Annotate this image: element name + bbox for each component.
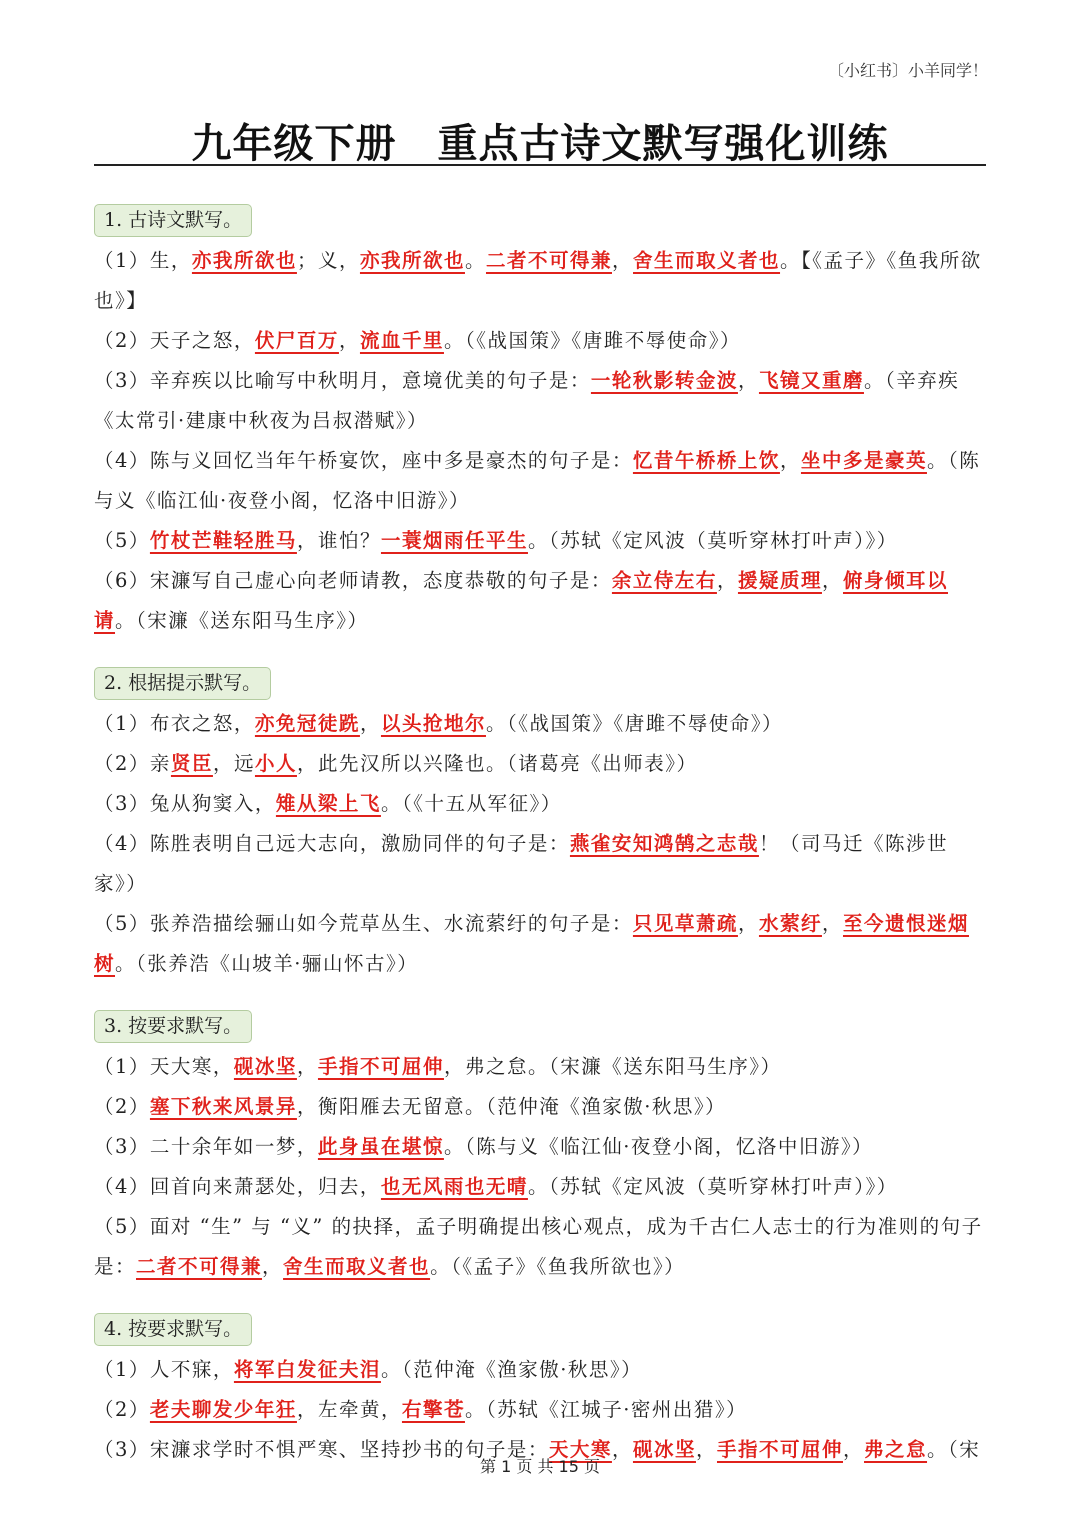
prompt-text: ， [296,1055,318,1078]
prompt-text: ， [779,449,801,472]
prompt-text: ，左牵黄， [296,1398,402,1421]
answer-text: 二者不可得兼 [136,1255,263,1278]
answer-text: 小人 [254,752,297,775]
prompt-text: （3）二十余年如一梦， [94,1135,318,1158]
answer-text: 砚冰坚 [632,1438,696,1461]
prompt-text: ，谁怕？ [296,529,381,552]
exercise-item [94,1087,988,1127]
prompt-text: （1）布衣之怒， [94,712,255,735]
exercise-section [94,1309,988,1470]
exercise-item [94,1207,988,1287]
prompt-text: ；义， [296,249,360,272]
answer-text: 手指不可屈伸 [317,1055,444,1078]
answer-text: 将军白发征夫泪 [233,1358,381,1381]
prompt-text: 。（《战国策》《唐雎不辱使命》） [443,329,741,352]
exercise-item [94,561,988,641]
prompt-text: ， [821,912,843,935]
exercise-item [94,824,988,904]
answer-text: 至今遗恨迷烟树 [94,912,969,975]
answer-text: 弗之怠 [864,1438,928,1461]
exercise-item [94,441,988,521]
answer-text: 流血千里 [359,329,444,352]
prompt-text: （2） [94,1095,150,1118]
answer-text: 雉从梁上飞 [275,792,381,815]
answer-text: 舍生而取义者也 [283,1255,431,1278]
exercise-item [94,1350,988,1390]
exercise-item [94,521,988,561]
prompt-text: 。（范仲淹《渔家傲·秋思》） [380,1358,643,1381]
prompt-text: ， [716,569,738,592]
prompt-text: ， [262,1255,284,1278]
section-heading: 2. 根据提示默写。 [94,667,271,700]
watermark-text: 〔小红书〕小羊同学！ [827,61,988,80]
exercise-item [94,904,988,984]
prompt-text: ， [821,569,843,592]
exercise-item [94,1127,988,1167]
prompt-text: （2） [94,1398,150,1421]
exercise-section [94,200,988,641]
prompt-text: ， [737,912,759,935]
prompt-text: ， [695,1438,717,1461]
answer-text: 水萦纡 [758,912,822,935]
prompt-text: （5） [94,529,150,552]
exercise-item [94,1047,988,1087]
answer-text: 砚冰坚 [233,1055,297,1078]
prompt-text: 。 [464,249,486,272]
prompt-text: 。（宋 [927,1438,981,1461]
answer-text: 贤臣 [170,752,213,775]
answer-text: 一蓑烟雨任平生 [380,529,528,552]
answer-text: 燕雀安知鸿鹄之志哉 [569,832,759,855]
exercise-item [94,361,988,441]
prompt-text: （1）天大寒， [94,1055,234,1078]
prompt-text: 。【《孟子》《鱼我所欲也》】 [94,249,982,312]
answer-text: 坐中多是豪英 [800,449,927,472]
prompt-text: （3）辛弃疾以比喻写中秋明月，意境优美的句子是： [94,369,591,392]
section-heading: 3. 按要求默写。 [94,1010,252,1043]
answer-text: 援疑质理 [737,569,822,592]
prompt-text: 。（陈与义《临江仙·夜登小阁，忆洛中旧游》） [443,1135,874,1158]
exercise-item [94,1167,988,1207]
prompt-text: ，远 [212,752,255,775]
prompt-text: （1）生， [94,249,192,272]
prompt-text: ， [737,369,759,392]
section-heading: 4. 按要求默写。 [94,1313,252,1346]
prompt-text: （6）宋濂写自己虚心向老师请教，态度恭敬的句子是： [94,569,612,592]
prompt-text: ， [359,712,381,735]
prompt-text: （1）人不寐， [94,1358,234,1381]
answer-text: 亦免冠徒跣 [254,712,360,735]
prompt-text: 。（陈与义《临江仙·夜登小阁，忆洛中旧游》） [94,449,981,512]
answer-text: 只见草萧疏 [632,912,738,935]
section-heading: 1. 古诗文默写。 [94,204,252,237]
exercise-item [94,704,988,744]
page-title: 九年级下册 重点古诗文默写强化训练 [191,121,889,167]
answer-text: 也无风雨也无晴 [380,1175,528,1198]
answer-text: 此身虽在堪惊 [317,1135,444,1158]
prompt-text: 。（苏轼《定风波（莫听穿林打叶声）》） [527,529,898,552]
exercise-item [94,1390,988,1430]
answer-text: 亦我所欲也 [191,249,297,272]
prompt-text: 。（苏轼《定风波（莫听穿林打叶声）》） [527,1175,898,1198]
answer-text: 俯身倾耳以请 [94,569,948,632]
prompt-text: （4）回首向来萧瑟处，归去， [94,1175,381,1198]
prompt-text: 。（宋濂《送东阳马生序》） [115,609,369,632]
exercise-item [94,744,988,784]
answer-text: 右擎苍 [401,1398,465,1421]
prompt-text: （4）陈与义回忆当年午桥宴饮，座中多是豪杰的句子是： [94,449,633,472]
answer-text: 伏尸百万 [254,329,339,352]
answer-text: 以头抢地尔 [380,712,486,735]
prompt-text: 。（苏轼《江城子·密州出猎》） [464,1398,748,1421]
prompt-text: ， [611,1438,633,1461]
prompt-text: （3）宋濂求学时不惧严寒、坚持抄书的句子是： [94,1438,549,1461]
prompt-text: ，弗之怠。（宋濂《送东阳马生序》） [443,1055,782,1078]
prompt-text: （2）天子之怒， [94,329,255,352]
answer-text: 舍生而取义者也 [633,249,781,272]
exercise-section [94,663,988,984]
prompt-text: ，此先汉所以兴隆也。（诸葛亮《出师表》） [296,752,698,775]
exercise-item [94,241,988,321]
prompt-text: 。（辛弃疾《太常引·建康中秋夜为吕叔潜赋》） [94,369,960,432]
prompt-text: 。（《孟子》《鱼我所欲也》） [430,1255,686,1278]
prompt-text: （5）面对 “生” 与 “义” 的抉择，孟子明确提出核心观点，成为千古仁人志士的行为准则的句子是： [94,1215,983,1278]
page-footer: 第 1 页 共 15 页 [480,1457,600,1476]
exercise-content [94,200,988,1492]
answer-text: 二者不可得兼 [485,249,612,272]
prompt-text: ，衡阳雁去无留意。（范仲淹《渔家傲·秋思》） [296,1095,727,1118]
answer-text: 天大寒 [548,1438,612,1461]
answer-text: 手指不可屈伸 [716,1438,843,1461]
prompt-text: ！（司马迁《陈涉世家》） [94,832,948,895]
title-divider [94,164,986,166]
answer-text: 忆昔午桥桥上饮 [632,449,780,472]
answer-text: 塞下秋来风景异 [149,1095,297,1118]
prompt-text: ， [338,329,360,352]
prompt-text: 。（张养浩《山坡羊·骊山怀古》） [115,952,419,975]
exercise-section [94,1006,988,1287]
answer-text: 飞镜又重磨 [758,369,864,392]
prompt-text: （2）亲 [94,752,171,775]
answer-text: 余立侍左右 [611,569,717,592]
answer-text: 老夫聊发少年狂 [149,1398,297,1421]
exercise-item [94,784,988,824]
answer-text: 亦我所欲也 [359,249,465,272]
exercise-item [94,321,988,361]
prompt-text: ， [612,249,634,272]
prompt-text: 。（《战国策》《唐雎不辱使命》） [485,712,783,735]
prompt-text: （3）兔从狗窦入， [94,792,276,815]
prompt-text: 。（《十五从军征》） [380,792,562,815]
prompt-text: （5）张养浩描绘骊山如今荒草丛生、水流萦纡的句子是： [94,912,633,935]
prompt-text: （4）陈胜表明自己远大志向，激励同伴的句子是： [94,832,570,855]
prompt-text: ， [843,1438,865,1461]
answer-text: 一轮秋影转金波 [590,369,738,392]
answer-text: 竹杖芒鞋轻胜马 [149,529,297,552]
